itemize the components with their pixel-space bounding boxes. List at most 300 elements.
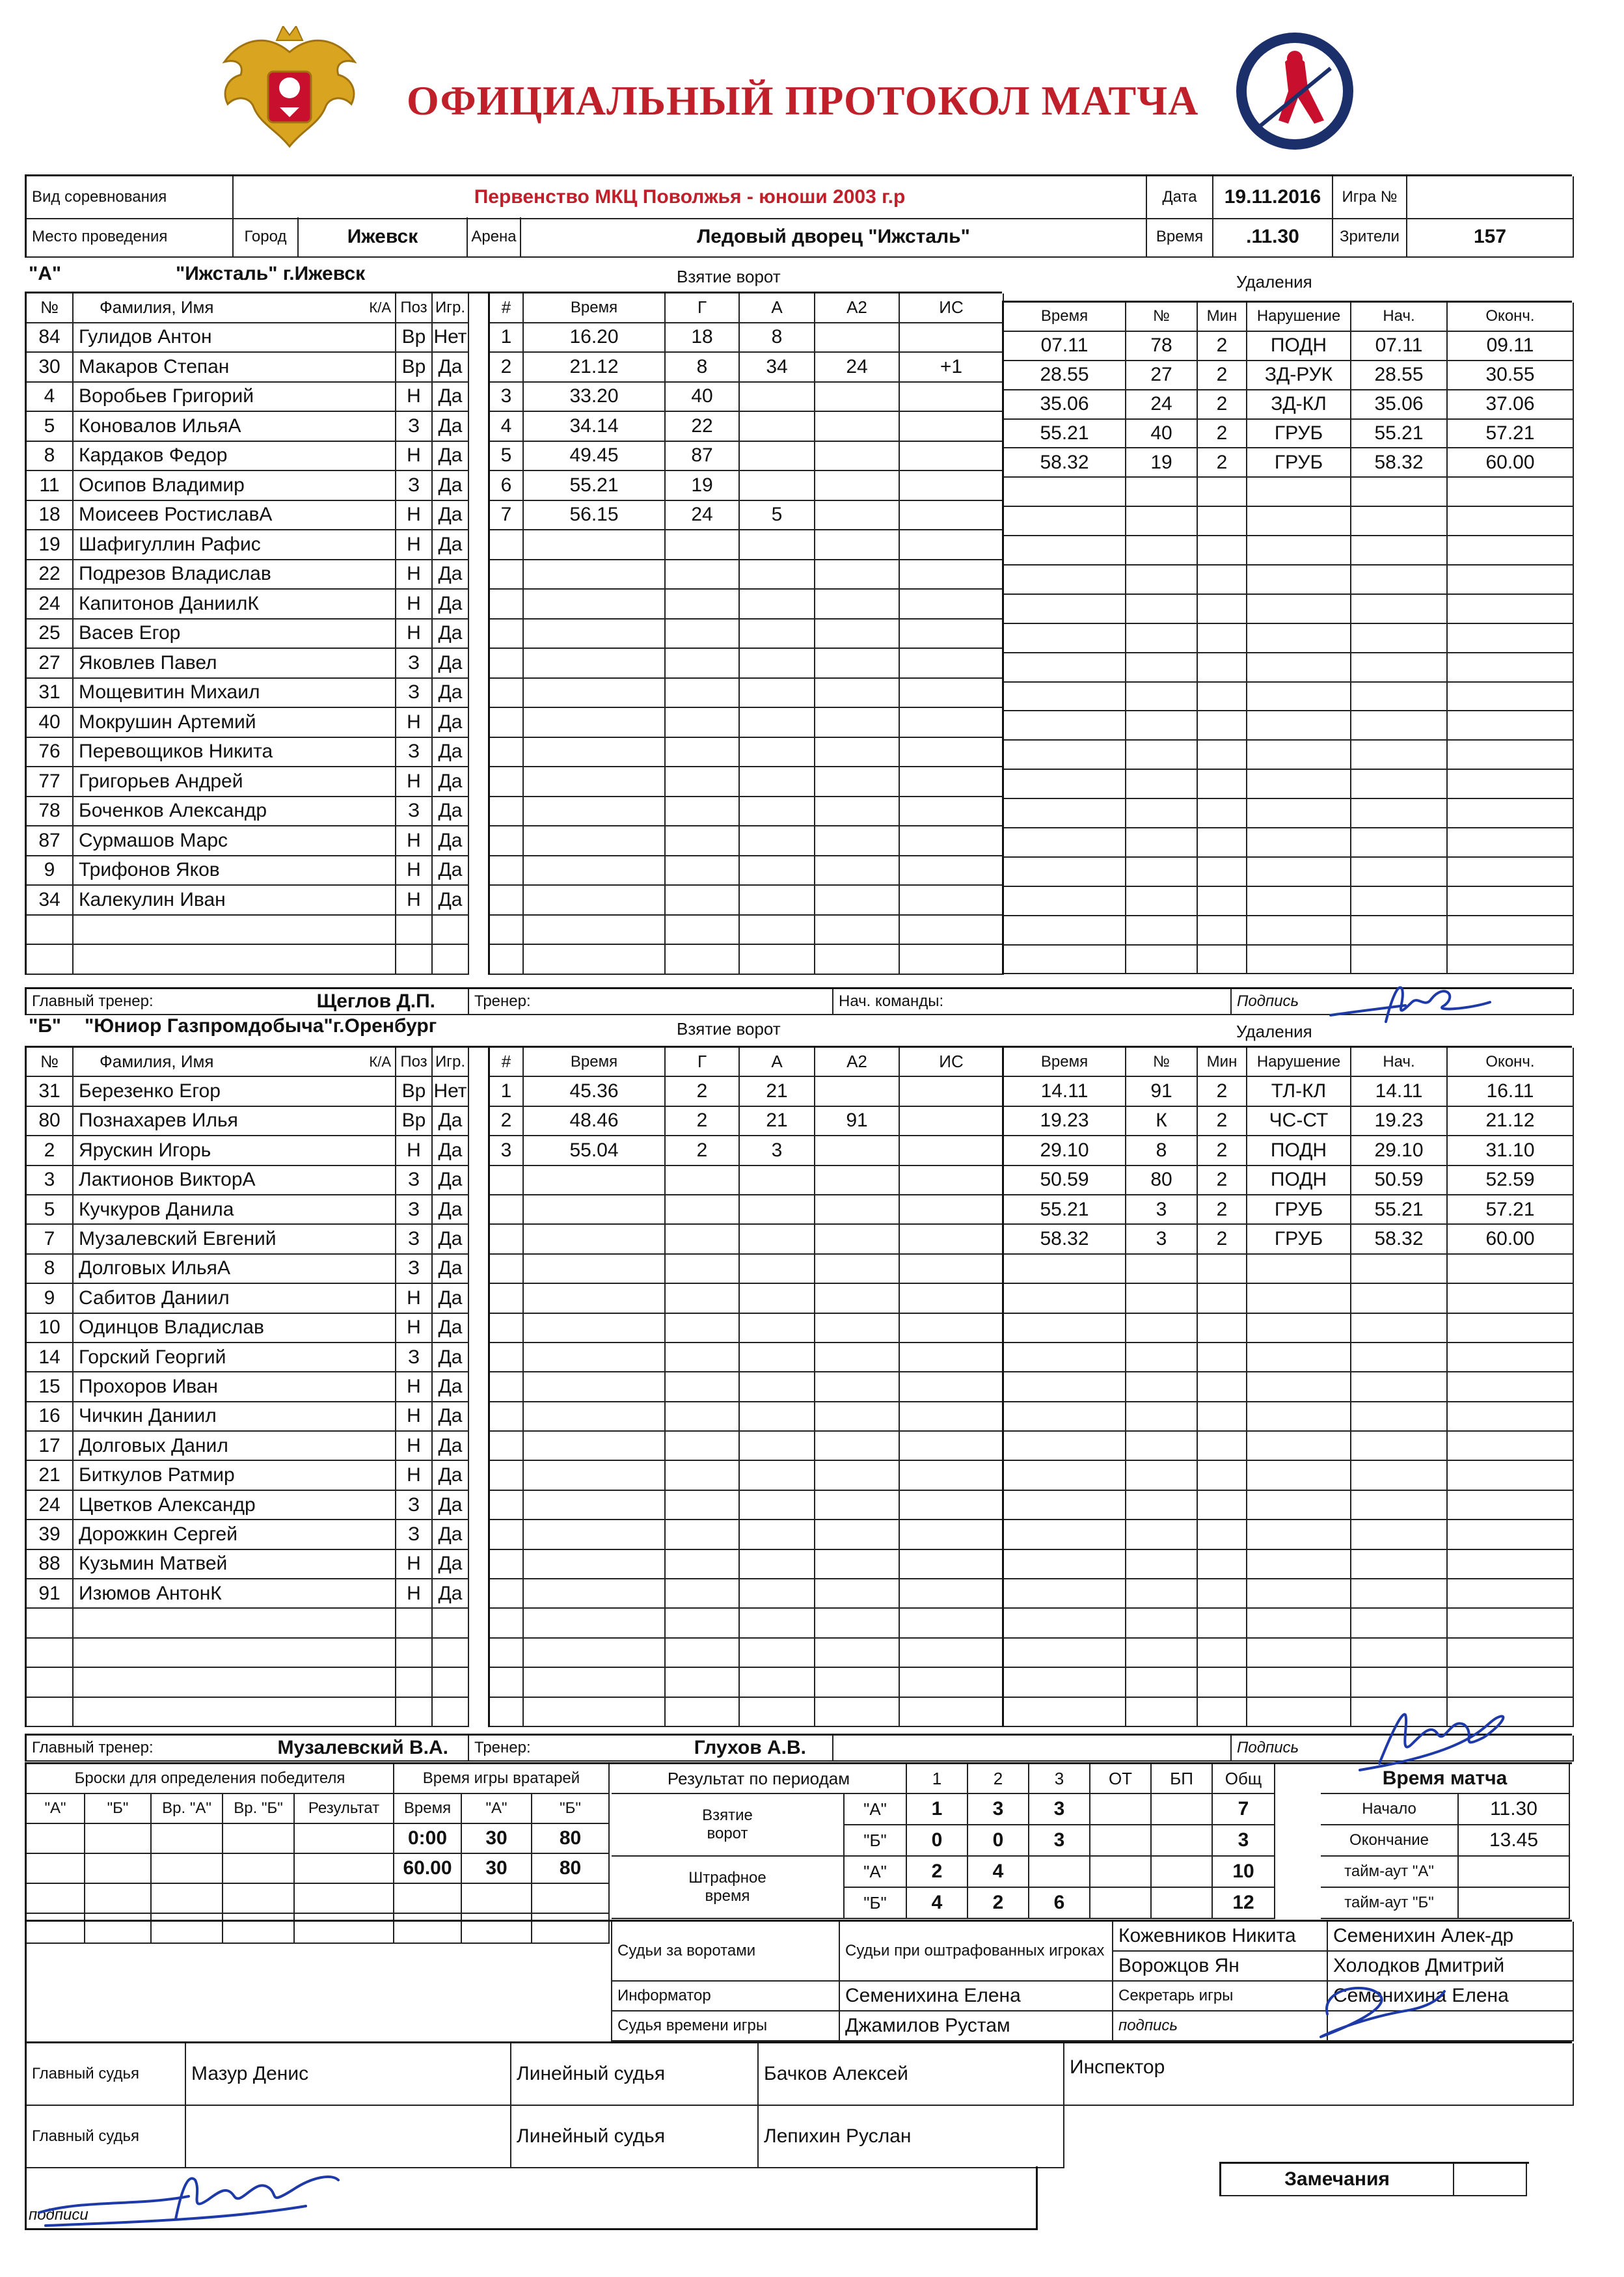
goal-is (900, 1077, 1004, 1106)
penalty-no: 78 (1126, 332, 1198, 361)
goal-time (524, 1491, 666, 1520)
player-position: З (396, 797, 433, 827)
penalty-end (1448, 1432, 1574, 1461)
player-number (27, 1668, 74, 1697)
goal-n (490, 1314, 524, 1343)
penalty-start (1351, 1372, 1448, 1402)
goal-a (740, 1491, 815, 1520)
penalty-start (1351, 1461, 1448, 1490)
goal-is (900, 679, 1004, 709)
player-name: Макаров Степан (79, 355, 230, 377)
goal-is (900, 1432, 1004, 1461)
goal-n (490, 1550, 524, 1579)
player-name: Сабитов Даниил (79, 1287, 230, 1309)
goal-is (900, 1698, 1004, 1727)
goal-g (666, 1461, 740, 1490)
penalty-no (1126, 1461, 1198, 1490)
signature-label: Подпись (1237, 992, 1299, 1010)
penalty-no: 8 (1126, 1136, 1198, 1166)
penalty-no: 80 (1126, 1166, 1198, 1195)
penalty-offense (1247, 1520, 1351, 1549)
player-name-cell (74, 679, 396, 709)
goal-g (666, 856, 740, 886)
penalty-start (1351, 858, 1448, 887)
penalty-offense: ЧС-СТ (1247, 1107, 1351, 1136)
roster-header-name (74, 293, 396, 323)
goal-n: 1 (490, 1077, 524, 1106)
player-position: З (396, 1343, 433, 1372)
player-number: 25 (27, 620, 74, 649)
goal-a: 21 (740, 1107, 815, 1136)
penalty-header-time: Время (1004, 1048, 1126, 1077)
goal-a (740, 1461, 815, 1490)
player-played: Да (433, 1402, 469, 1432)
player-captain-mark: А (242, 1169, 256, 1191)
goals-a-p1: 1 (907, 1794, 968, 1825)
player-played: Нет (433, 323, 469, 353)
pim-a-ot (1090, 1857, 1152, 1888)
goals-b-total: 3 (1213, 1825, 1275, 1857)
player-number: 77 (27, 767, 74, 797)
player-played: Да (433, 590, 469, 620)
goal-a (740, 1255, 815, 1284)
goal-g (666, 679, 740, 709)
goal-a (740, 412, 815, 442)
player-number: 27 (27, 649, 74, 679)
player-position: Н (396, 442, 433, 472)
goal-a2 (815, 797, 900, 827)
player-position: Н (396, 1284, 433, 1313)
goal-a: 34 (740, 353, 815, 383)
player-number: 24 (27, 1491, 74, 1520)
goal-n: 5 (490, 442, 524, 472)
penalty-start: 07.11 (1351, 332, 1448, 361)
player-number: 39 (27, 1520, 74, 1549)
team-b-coach (469, 1736, 833, 1762)
player-position: З (396, 471, 433, 501)
player-name-cell (74, 1520, 396, 1549)
team-a-signature-scribble-icon (1327, 976, 1496, 1035)
player-name-cell (74, 620, 396, 649)
goal-a2: 24 (815, 353, 900, 383)
goal-a2 (815, 1195, 900, 1225)
period-col-2: 2 (968, 1764, 1029, 1794)
informer-value: Семенихина Елена (840, 1982, 1113, 2011)
goal-a2 (815, 1225, 900, 1254)
goal-is (900, 501, 1004, 531)
player-position: Н (396, 530, 433, 560)
player-name-cell (74, 1432, 396, 1461)
penalty-min (1198, 1284, 1247, 1313)
team-a-tag: "А" (29, 263, 62, 284)
goal-a2 (815, 412, 900, 442)
goal-g (666, 886, 740, 916)
penalty-start (1351, 1639, 1448, 1668)
player-position: Н (396, 620, 433, 649)
game-value (1407, 176, 1574, 219)
penalty-start: 58.32 (1351, 448, 1448, 478)
player-position (396, 916, 433, 946)
goal-a2 (815, 856, 900, 886)
penalty-end: 57.21 (1448, 1195, 1574, 1225)
goals-a-p3: 3 (1029, 1794, 1090, 1825)
penalty-offense: ЗД-КЛ (1247, 390, 1351, 420)
penalty-offense: ПОДН (1247, 1136, 1351, 1166)
roster-header-no: № (27, 293, 74, 323)
penalty-end (1448, 1520, 1574, 1549)
penalty-offense: ПОДН (1247, 1166, 1351, 1195)
penalty-min (1198, 1668, 1247, 1697)
goal-time (524, 1461, 666, 1490)
penalty-offense (1247, 1343, 1351, 1372)
penalty-time (1004, 1698, 1126, 1727)
goal-g (666, 1166, 740, 1195)
goal-time (524, 1225, 666, 1254)
goal-n: 4 (490, 412, 524, 442)
goals-b-p3: 3 (1029, 1825, 1090, 1857)
goal-g (666, 1284, 740, 1313)
player-position: Н (396, 1136, 433, 1166)
goal-time (524, 916, 666, 946)
roster-header-name-label: Фамилия, Имя (100, 297, 214, 318)
penalty-start: 14.11 (1351, 1077, 1448, 1106)
player-name-cell (74, 1343, 396, 1372)
match-start-label: Начало (1321, 1794, 1459, 1825)
penalty-offense (1247, 1639, 1351, 1668)
goal-a (740, 1166, 815, 1195)
goal-time (524, 1343, 666, 1372)
goal-a2 (815, 1550, 900, 1579)
goal-g: 40 (666, 383, 740, 413)
penalty-offense (1247, 946, 1351, 975)
penalty-header-start: Нач. (1351, 1048, 1448, 1077)
goal-a2 (815, 1432, 900, 1461)
goal-n (490, 886, 524, 916)
penalty-time (1004, 1668, 1126, 1697)
penalty-offense (1247, 770, 1351, 799)
goal-g (666, 560, 740, 590)
penalty-header-min: Мин (1198, 1048, 1247, 1077)
goalie-row-2-b: 80 (532, 1854, 610, 1884)
player-name-cell (74, 1491, 396, 1520)
goal-is (900, 1343, 1004, 1372)
penalty-offense (1247, 1432, 1351, 1461)
player-name-cell (74, 1579, 396, 1609)
goal-a2 (815, 708, 900, 738)
team-a-name: "Ижсталь" г.Ижевск (176, 263, 366, 284)
penalty-offense (1247, 1579, 1351, 1609)
penalty-end (1448, 507, 1574, 536)
goal-is (900, 1668, 1004, 1697)
player-name: Ярускин Игорь (79, 1139, 211, 1161)
player-number: 5 (27, 412, 74, 442)
team-a-goals-title: Взятие ворот (677, 267, 781, 286)
player-name-cell (74, 560, 396, 590)
penalty-no: 27 (1126, 361, 1198, 390)
linesman-2: Лепихин Руслан (759, 2106, 1064, 2168)
shootout-title: Броски для определения победителя (27, 1764, 394, 1794)
penalty-offense: ЗД-РУК (1247, 361, 1351, 390)
penalty-header-min: Мин (1198, 303, 1247, 332)
penalty-no (1126, 1520, 1198, 1549)
goal-n (490, 738, 524, 768)
goal-n (490, 1609, 524, 1638)
goal-time (524, 530, 666, 560)
penalty-time: 07.11 (1004, 332, 1126, 361)
penalty-time (1004, 1609, 1126, 1638)
player-number (27, 1639, 74, 1668)
penalty-end (1448, 711, 1574, 741)
timeout-a-label: тайм-аут "А" (1321, 1857, 1459, 1888)
goal-a (740, 1343, 815, 1372)
player-position: Н (396, 1579, 433, 1609)
goal-a2 (815, 323, 900, 353)
penalty-offense (1247, 1372, 1351, 1402)
goal-a2 (815, 1491, 900, 1520)
roster-header-pos: Поз (396, 293, 433, 323)
pim-a-team: "А" (845, 1857, 907, 1888)
penalty-min (1198, 1698, 1247, 1727)
remarks-table (1219, 2162, 1529, 2196)
goal-a2 (815, 679, 900, 709)
secretary-signature-scribble-icon (1308, 1975, 1457, 2047)
player-position (396, 1609, 433, 1638)
player-name: Гулидов Антон (79, 326, 212, 348)
goal-time: 33.20 (524, 383, 666, 413)
goal-n (490, 1579, 524, 1609)
penalty-time (1004, 711, 1126, 741)
goal-a (740, 1609, 815, 1638)
penalty-no (1126, 1432, 1198, 1461)
player-name: Григорьев Андрей (79, 770, 243, 792)
goal-is (900, 1166, 1004, 1195)
penalty-end: 30.55 (1448, 361, 1574, 390)
document-title: ОФИЦИАЛЬНЫЙ ПРОТОКОЛ МАТЧА (407, 77, 1199, 124)
player-captain-mark: К (210, 1582, 222, 1604)
penalty-min: 2 (1198, 1166, 1247, 1195)
player-position: Вр (396, 353, 433, 383)
player-position: Н (396, 1432, 433, 1461)
penalty-min (1198, 653, 1247, 683)
goal-is (900, 471, 1004, 501)
goal-a (740, 1432, 815, 1461)
goal-is (900, 442, 1004, 472)
player-played: Да (433, 1195, 469, 1225)
goal-is (900, 1639, 1004, 1668)
player-number: 87 (27, 826, 74, 856)
signature-label: Подпись (1237, 1739, 1299, 1756)
timekeeper-label: Судья времени игры (612, 2011, 840, 2041)
goal-time: 55.04 (524, 1136, 666, 1166)
player-name-cell (74, 471, 396, 501)
referee-2 (186, 2106, 511, 2168)
goal-a (740, 1698, 815, 1727)
penalty-judge-1: Семенихин Алек-др (1328, 1922, 1574, 1952)
penalty-end: 16.11 (1448, 1077, 1574, 1106)
goal-n: 1 (490, 323, 524, 353)
timekeeper-value: Джамилов Рустам (840, 2011, 1113, 2041)
penalty-start: 28.55 (1351, 361, 1448, 390)
penalty-end (1448, 1550, 1574, 1579)
goal-time: 16.20 (524, 323, 666, 353)
penalty-time (1004, 1314, 1126, 1343)
goal-n: 6 (490, 471, 524, 501)
player-played: Нет (433, 1077, 469, 1106)
player-played: Да (433, 1520, 469, 1549)
player-name: Мощевитин Михаил (79, 681, 260, 703)
goal-a (740, 620, 815, 649)
penalty-min: 2 (1198, 332, 1247, 361)
player-played: Да (433, 1432, 469, 1461)
time-label: Время (1147, 217, 1213, 258)
penalty-time (1004, 1550, 1126, 1579)
penalty-offense: ГРУБ (1247, 1225, 1351, 1254)
goal-g: 87 (666, 442, 740, 472)
goals-header-a2: А2 (815, 293, 900, 323)
goal-time (524, 886, 666, 916)
referee-label-1: Главный судья (27, 2043, 186, 2106)
player-number (27, 945, 74, 975)
goal-is (900, 1609, 1004, 1638)
player-played: Да (433, 1461, 469, 1490)
penalty-min: 2 (1198, 1225, 1247, 1254)
player-played: Да (433, 471, 469, 501)
penalty-no (1126, 683, 1198, 712)
player-position: З (396, 649, 433, 679)
penalty-offense (1247, 858, 1351, 887)
player-name-cell (74, 1077, 396, 1106)
goal-a (740, 1195, 815, 1225)
period-col-ot: ОТ (1090, 1764, 1152, 1794)
goal-a (740, 945, 815, 975)
penalty-min (1198, 1579, 1247, 1609)
roster-header-ka-label: К/А (369, 1053, 391, 1070)
goal-a (740, 679, 815, 709)
team-a-head-coach-name: Щеглов Д.П. (316, 990, 435, 1012)
competition-label: Вид соревнования (27, 176, 234, 219)
goals-a-total: 7 (1213, 1794, 1275, 1825)
team-a-penalties-title: Удаления (1236, 272, 1312, 292)
player-name-cell (74, 442, 396, 472)
goal-n: 2 (490, 1107, 524, 1136)
goal-n (490, 767, 524, 797)
goal-is (900, 1136, 1004, 1166)
penalty-start (1351, 1284, 1448, 1313)
player-name-cell (74, 1402, 396, 1432)
goal-time (524, 590, 666, 620)
player-name: Моисеев Ростислав (79, 504, 260, 526)
goals-b-team: "Б" (845, 1825, 907, 1857)
penalty-start (1351, 1491, 1448, 1520)
goals-header-g: Г (666, 293, 740, 323)
team-b-head-coach (27, 1736, 469, 1762)
player-played: Да (433, 856, 469, 886)
goal-n (490, 1432, 524, 1461)
goal-is (900, 560, 1004, 590)
penalty-time (1004, 507, 1126, 536)
penalty-no (1126, 770, 1198, 799)
player-position: Вр (396, 323, 433, 353)
goal-g: 2 (666, 1136, 740, 1166)
penalty-start (1351, 1579, 1448, 1609)
player-name-cell (74, 1639, 396, 1668)
goal-a (740, 590, 815, 620)
referee-signature-scribble-icon (33, 2161, 345, 2232)
player-number: 3 (27, 1166, 74, 1195)
player-played: Да (433, 1136, 469, 1166)
penalty-min (1198, 1461, 1247, 1490)
goal-time (524, 1314, 666, 1343)
penalty-end: 57.21 (1448, 420, 1574, 449)
penalty-offense: ПОДН (1247, 332, 1351, 361)
goal-judge-2: Ворожцов Ян (1113, 1952, 1328, 1982)
penalty-no (1126, 595, 1198, 624)
player-name: Одинцов Владислав (79, 1316, 264, 1339)
player-name: Чичкин Даниил (79, 1405, 217, 1427)
linesman-label-2: Линейный судья (511, 2106, 759, 2168)
penalty-min: 2 (1198, 420, 1247, 449)
goal-time: 21.12 (524, 353, 666, 383)
penalty-offense: ГРУБ (1247, 448, 1351, 478)
player-name: Кучкуров Данила (79, 1198, 234, 1220)
penalty-time: 35.06 (1004, 390, 1126, 420)
goal-time (524, 856, 666, 886)
goals-a-p2: 3 (968, 1794, 1029, 1825)
penalty-header-start: Нач. (1351, 303, 1448, 332)
penalty-start (1351, 478, 1448, 507)
goal-a2 (815, 530, 900, 560)
penalty-time (1004, 1639, 1126, 1668)
penalty-start: 55.21 (1351, 420, 1448, 449)
goal-a2 (815, 501, 900, 531)
goal-g: 8 (666, 353, 740, 383)
goals-header-time: Время (524, 1048, 666, 1077)
player-number: 4 (27, 383, 74, 413)
referees-table (25, 2041, 1572, 2168)
signatures-label: подписи (29, 2206, 88, 2224)
goal-g (666, 1343, 740, 1372)
penalty-start (1351, 799, 1448, 828)
informer-label: Информатор (612, 1982, 840, 2011)
penalty-no: 40 (1126, 420, 1198, 449)
penalty-time (1004, 1372, 1126, 1402)
penalty-time (1004, 1432, 1126, 1461)
goal-n (490, 649, 524, 679)
player-played: Да (433, 1343, 469, 1372)
goal-g: 18 (666, 323, 740, 353)
penalty-start (1351, 887, 1448, 916)
penalty-time (1004, 1255, 1126, 1284)
goal-time: 55.21 (524, 471, 666, 501)
penalty-end: 31.10 (1448, 1136, 1574, 1166)
penalty-no (1126, 653, 1198, 683)
player-number: 18 (27, 501, 74, 531)
player-position: З (396, 1255, 433, 1284)
player-number: 8 (27, 1255, 74, 1284)
match-time-table (1321, 1762, 1572, 1919)
player-name: Прохоров Иван (79, 1375, 218, 1397)
goal-a (740, 383, 815, 413)
goal-a2 (815, 383, 900, 413)
penalty-end (1448, 624, 1574, 653)
player-number: 11 (27, 471, 74, 501)
player-number: 31 (27, 679, 74, 709)
goalie-row-1-b: 80 (532, 1824, 610, 1854)
head-coach-label: Главный тренер: (32, 1739, 154, 1756)
player-number: 19 (27, 530, 74, 560)
empty-cell (1064, 2106, 1574, 2168)
goal-n (490, 826, 524, 856)
